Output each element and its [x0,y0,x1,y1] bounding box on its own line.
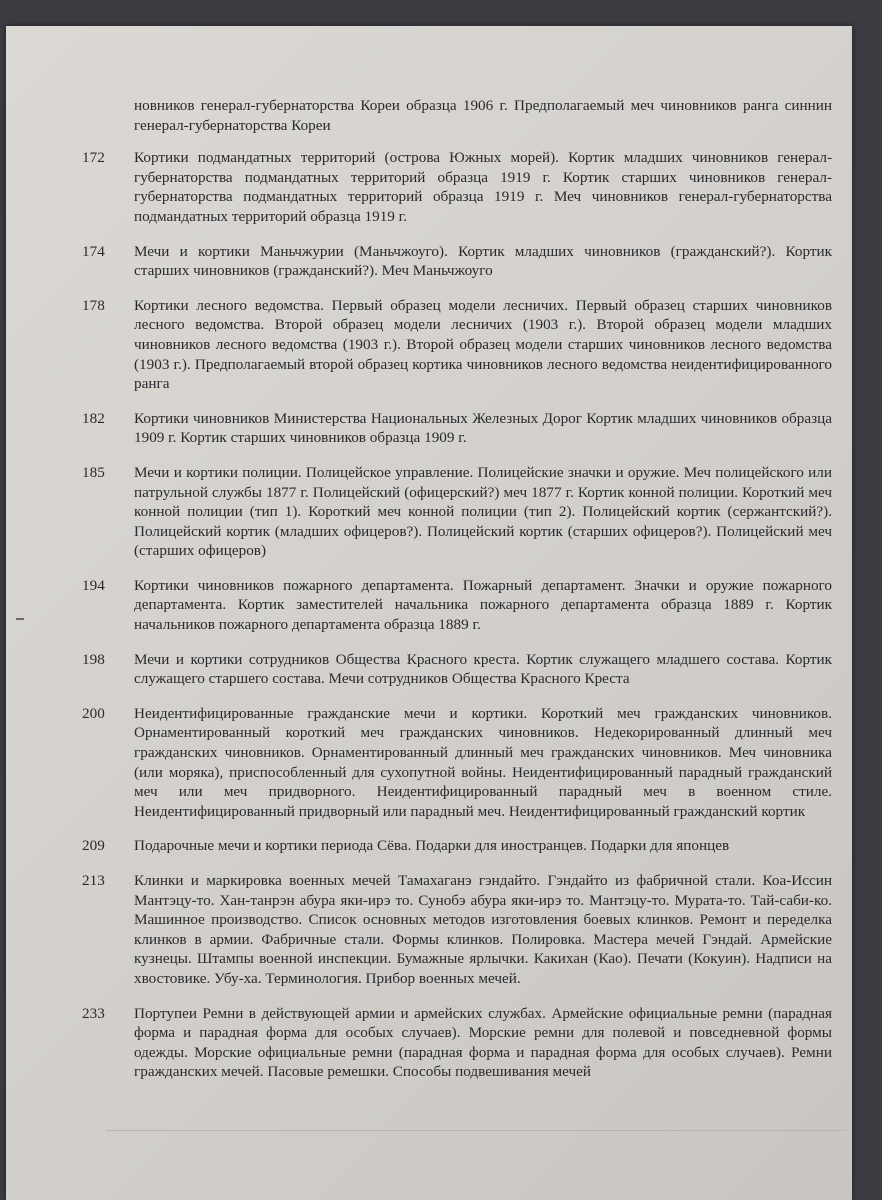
toc-entry-text: Кортики лесного ведомства. Первый образец модели лесничих. Первый образец старших чиновников лесного ведомства. Второй образец модели лесничих (1903 г.). Второй образец модели младших чиновников лесного ведомства (1903 г.). Второй образец модели старших чиновников лесного ведомства (1903 г.). Предполагаемый второй образец кортика чиновников лесного ведомства неидентифицированного ранга [134,296,832,393]
toc-entry [82,836,832,856]
toc-entry-text: Кортики чиновников пожарного департамента. Пожарный департамент. Значки и оружие пожарного департамента. Кортик заместителей начальника пожарного департамента образца 1889 г. Кортик начальников пожарного департамента образца 1889 г. [134,576,832,634]
toc-entry-text: Кортики подмандатных территорий (острова Южных морей). Кортик младших чиновников генерал-губернаторства подмандатных территорий образца 1919 г. Кортик старших чиновников генерал-губернаторства подмандатных территорий образца 1919 г. Меч чиновников генерал-губернаторства подмандатных территорий образца 1919 г. [134,149,832,225]
margin-mark [16,618,24,620]
toc-page-number: 198 [82,650,105,668]
toc-entry [82,576,832,635]
toc-page-number: 182 [82,409,105,427]
toc-page-number: 172 [82,149,105,167]
bottom-rule [106,1130,846,1131]
toc-page-number: 174 [82,242,105,260]
table-of-contents [82,96,832,1097]
toc-page-number: 209 [82,837,105,855]
toc-page-number: 194 [82,576,105,594]
document-page [6,26,852,1200]
toc-page-number: 178 [82,296,105,314]
toc-entry [82,463,832,561]
toc-entry [82,242,832,281]
toc-continuation [82,96,832,135]
toc-entry-text: Мечи и кортики полиции. Полицейское управление. Полицейские значки и оружие. Меч полицейского или патрульной службы 1877 г. Полицейский (офицерский?) меч 1877 г. Кортик конной полиции. Короткий меч конной полиции (тип 1). Короткий меч конной полиции (тип 2). Полицейский кортик (сержантский?). Полицейский кортик (младших офицеров?). Полицейский кортик (старших офицеров?). Полицейский меч (старших офицеров) [134,463,832,560]
toc-page-number: 233 [82,1004,105,1022]
toc-entry-text: новников генерал-губернаторства Кореи образца 1906 г. Предполагаемый меч чиновников ранга синнин генерал-губернаторства Кореи [134,97,832,134]
toc-entry [82,871,832,989]
toc-entry-text: Подарочные мечи и кортики периода Сёва. Подарки для иностранцев. Подарки для японцев [134,837,730,855]
toc-page-number: 185 [82,463,105,481]
toc-entry-text: Мечи и кортики сотрудников Общества Красного креста. Кортик служащего младшего состава. Кортик служащего старшего состава. Мечи сотрудников Общества Красного Креста [134,650,832,688]
toc-page-number: 213 [82,872,105,889]
toc-entry [82,1004,832,1082]
toc-entry-text: Неидентифицированные гражданские мечи и кортики. Короткий меч гражданских чиновников. Орнаментированный короткий меч гражданских чиновников. Недекорированный длинный меч гражданских чиновников. Орнаментированный длинный меч гражданских чиновников. Меч чиновника (или моряка), приспособленный для сухопутной войны. Неидентифицированный парадный гражданский меч или меч придворного. Неидентифицированный парадный меч в военном стиле. Неидентифицированный придворный или парадный меч. Неидентифицированный гражданский кортик [134,704,832,820]
toc-entry [82,148,832,226]
toc-entry [82,704,832,822]
toc-entry [82,296,832,394]
toc-entry-text: Мечи и кортики Маньчжурии (Маньчжоуго). Кортик младших чиновников (гражданский?). Кортик старших чиновников (гражданский?). Меч Маньчжоуго [134,242,832,280]
toc-page-number: 200 [82,704,105,722]
toc-entry-text: Кортики чиновников Министерства Национальных Железных Дорог Кортик младших чиновников образца 1909 г. Кортик старших чиновников образца 1909 г. [134,409,832,447]
toc-entry-text: Портупеи Ремни в действующей армии и армейских службах. Армейские официальные ремни (парадная форма и парадная форма для особых случаев). Морские ремни для полевой и повседневной формы одежды. Морские официальные ремни (парадная форма и парадная форма для особых случаев). Ремни гражданских мечей. Пасовые ремешки. Способы подвешивания мечей [134,1004,832,1081]
toc-entry [82,650,832,689]
toc-entry [82,409,832,448]
toc-entry-text: Клинки и маркировка военных мечей Тамахаганэ гэндайто. Гэндайто из фабричной стали. Коа-Иссин Мантэцу-то. Хан-танрэн абура яки-ирэ то. Сунобэ абура яки-ирэ то. Мантэцу-то. Мурата-то. Тай-саби-ко. Машинное производство. Список основных методов изготовления боевых клинков. Ремонт и переделка клинков в армии. Фабричные стали. Формы клинков. Полировка. Мастера мечей Гэндай. Армейские кузнецы. Штампы военной инспекции. Бумажные ярлычки. Какихан (Као). Печати (Кокуин). Надписи на хвостовике. Убу-ха. Терминология. Прибор военных мечей. [134,872,832,987]
